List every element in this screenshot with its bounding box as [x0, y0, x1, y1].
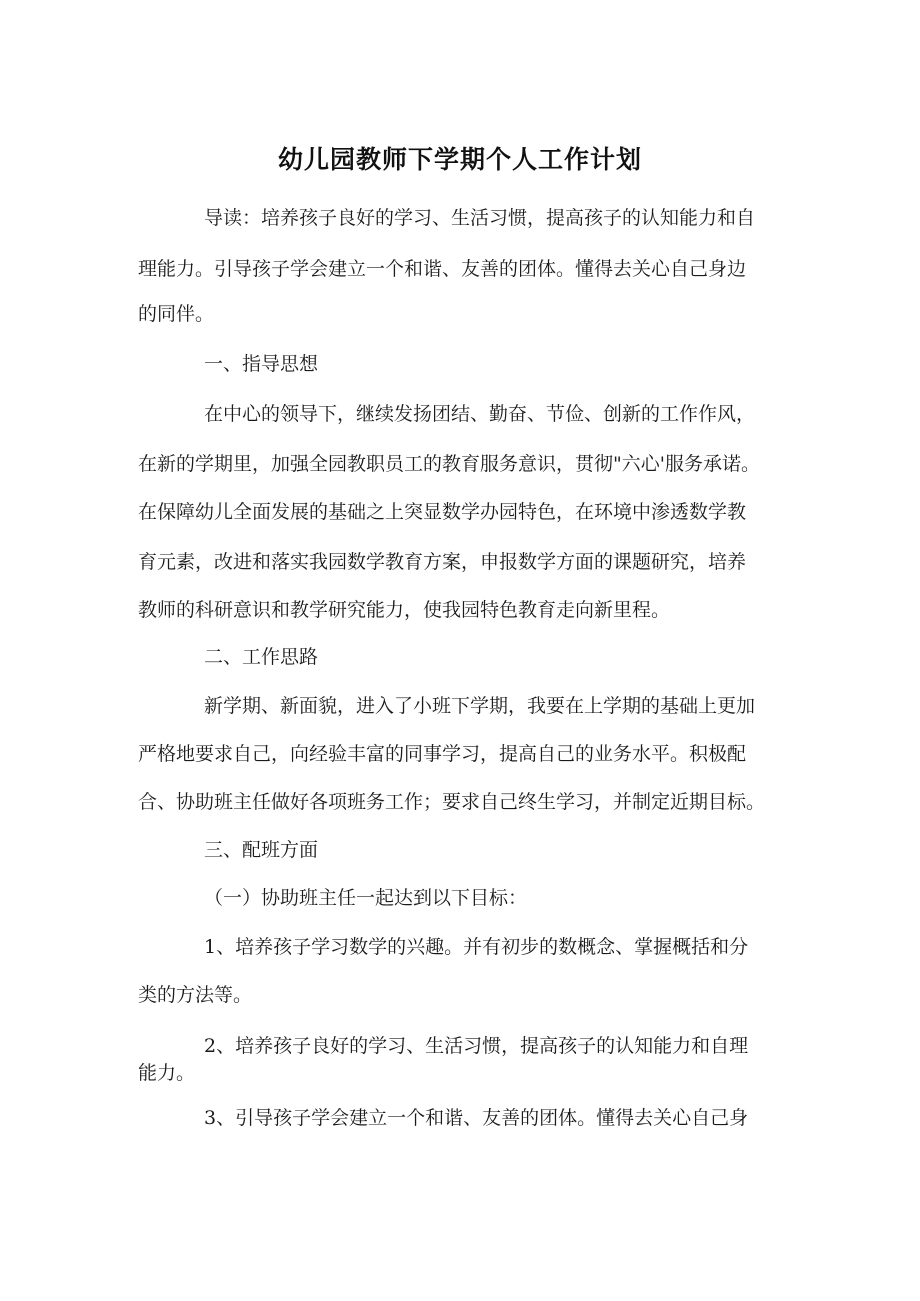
- goal2-line-1: 2、培养孩子良好的学习、生活习惯，提高孩子的认知能力和自理: [204, 1035, 749, 1057]
- section1-line-3: 在保障幼儿全面发展的基础之上突显数学办园特色，在环境中渗透数学教: [138, 501, 747, 523]
- goal2-line-2: 能力。: [138, 1062, 196, 1084]
- section1-line-5: 教师的科研意识和教学研究能力，使我园特色教育走向新里程。: [138, 599, 671, 621]
- section2-line-3: 合、协助班主任做好各项班务工作；要求自己终生学习，并制定近期目标。: [138, 791, 766, 813]
- section1-line-2: 在新的学期里，加强全园教职员工的教育服务意识，贯彻"六心'服务承诺。: [138, 453, 760, 475]
- goal1-line-2: 类的方法等。: [138, 984, 253, 1006]
- section-heading-3: 三、配班方面: [204, 839, 319, 861]
- intro-line-3: 的同伴。: [138, 303, 215, 325]
- section1-line-4: 育元素，改进和落实我园数学教育方案，申报数学方面的课题研究，培养: [138, 551, 747, 573]
- intro-line-2: 理能力。引导孩子学会建立一个和谐、友善的团体。懂得去关心自己身边: [138, 258, 747, 280]
- goal3-line-1: 3、引导孩子学会建立一个和谐、友善的团体。懂得去关心自己身: [204, 1107, 749, 1129]
- subsection-heading-1: （一）协助班主任一起达到以下目标：: [204, 887, 528, 909]
- intro-line-1: 导读：培养孩子良好的学习、生活习惯，提高孩子的认知能力和自: [204, 207, 756, 229]
- page-title: 幼儿园教师下学期个人工作计划: [277, 145, 642, 174]
- section1-line-1: 在中心的领导下，继续发扬团结、勤奋、节俭、创新的工作作风，: [204, 403, 756, 425]
- goal1-line-1: 1、培养孩子学习数学的兴趣。并有初步的数概念、掌握概括和分: [204, 936, 749, 958]
- section-heading-2: 二、工作思路: [204, 646, 319, 668]
- section2-line-1: 新学期、新面貌，进入了小班下学期，我要在上学期的基础上更加: [204, 695, 756, 717]
- section-heading-1: 一、指导思想: [204, 353, 319, 375]
- section2-line-2: 严格地要求自己，向经验丰富的同事学习，提高自己的业务水平。积极配: [138, 743, 747, 765]
